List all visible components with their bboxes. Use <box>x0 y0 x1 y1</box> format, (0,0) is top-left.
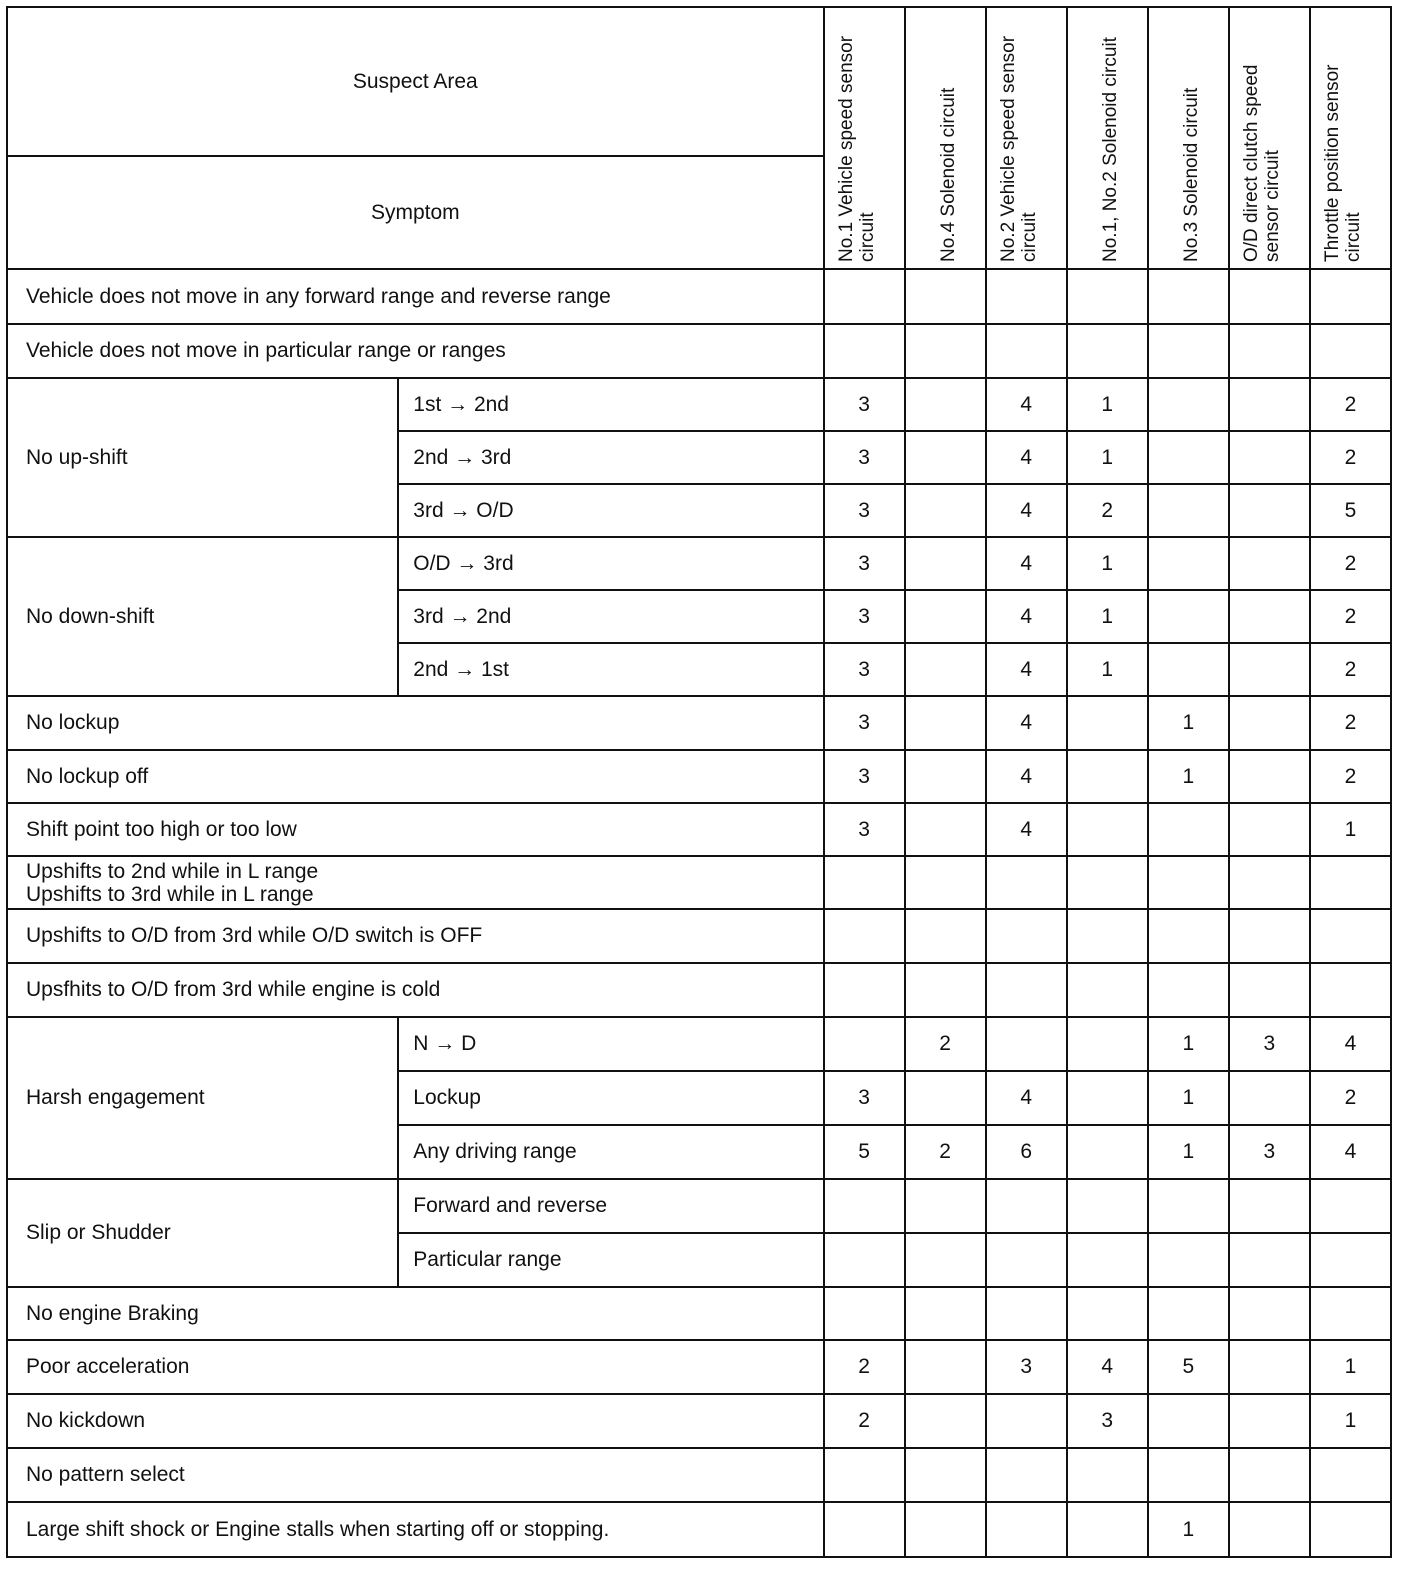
value-cell: 1 <box>1148 1125 1229 1179</box>
table-row <box>7 537 1391 590</box>
value-cell <box>986 1448 1067 1502</box>
column-header-5 <box>1148 7 1229 269</box>
value-cell <box>824 1017 905 1071</box>
symptom-label-two-line <box>7 856 824 909</box>
sub-condition: N → D <box>398 1017 823 1071</box>
value-cell <box>1310 1233 1391 1287</box>
value-cell <box>1229 1287 1310 1340</box>
value-cell <box>1148 431 1229 484</box>
value-cell: 2 <box>905 1017 986 1071</box>
value-cell <box>905 750 986 803</box>
value-cell <box>1067 856 1148 909</box>
symptom-label: Large shift shock or Engine stalls when starting off or stopping. <box>7 1502 824 1557</box>
value-cell <box>1067 324 1148 378</box>
value-cell <box>1148 1394 1229 1448</box>
value-cell: 1 <box>1067 431 1148 484</box>
value-cell: 1 <box>1067 643 1148 696</box>
sub-condition: 2nd → 3rd <box>398 431 823 484</box>
value-cell: 1 <box>1067 378 1148 431</box>
value-cell: 4 <box>986 590 1067 643</box>
sub-condition: 3rd → 2nd <box>398 590 823 643</box>
value-cell <box>1229 324 1310 378</box>
value-cell: 2 <box>1310 378 1391 431</box>
value-cell <box>1229 696 1310 750</box>
value-cell <box>986 1394 1067 1448</box>
value-cell <box>905 590 986 643</box>
value-cell <box>1229 1448 1310 1502</box>
value-cell: 6 <box>986 1125 1067 1179</box>
column-header-1 <box>824 7 905 269</box>
value-cell <box>1229 1233 1310 1287</box>
value-cell <box>1310 1287 1391 1340</box>
column-header-4-label: No.1, No.2 Solenoid circuit <box>1100 37 1122 262</box>
value-cell <box>986 1502 1067 1557</box>
value-cell <box>1067 1071 1148 1125</box>
suspect-area-header: Suspect Area <box>7 7 824 156</box>
value-cell: 4 <box>986 378 1067 431</box>
column-header-2-label: No.4 Solenoid circuit <box>938 87 960 262</box>
value-cell <box>1229 1502 1310 1557</box>
symptom-label: No engine Braking <box>7 1287 824 1340</box>
table-row <box>7 1394 1391 1448</box>
value-cell <box>1067 963 1148 1017</box>
table-row <box>7 1502 1391 1557</box>
symptom-label: No pattern select <box>7 1448 824 1502</box>
value-cell: 2 <box>1310 1071 1391 1125</box>
value-cell: 4 <box>986 537 1067 590</box>
sub-condition: O/D → 3rd <box>398 537 823 590</box>
column-header-2 <box>905 7 986 269</box>
sub-condition: 1st → 2nd <box>398 378 823 431</box>
value-cell <box>824 856 905 909</box>
value-cell <box>1148 643 1229 696</box>
value-cell: 4 <box>986 803 1067 856</box>
value-cell <box>1148 1287 1229 1340</box>
value-cell: 5 <box>1148 1340 1229 1394</box>
value-cell: 3 <box>824 537 905 590</box>
symptom-line-2: Upshifts to 3rd while in L range <box>26 882 314 906</box>
symptom-label: Shift point too high or too low <box>7 803 824 856</box>
header-row-top <box>7 7 1391 156</box>
value-cell: 1 <box>1148 1502 1229 1557</box>
value-cell <box>1067 1017 1148 1071</box>
value-cell <box>1310 856 1391 909</box>
value-cell <box>1148 909 1229 963</box>
value-cell <box>1229 537 1310 590</box>
value-cell <box>1067 909 1148 963</box>
value-cell <box>1229 1340 1310 1394</box>
column-header-7 <box>1310 7 1391 269</box>
value-cell <box>905 484 986 537</box>
value-cell: 3 <box>1229 1125 1310 1179</box>
value-cell <box>1067 750 1148 803</box>
value-cell <box>1148 484 1229 537</box>
value-cell: 3 <box>824 750 905 803</box>
value-cell: 3 <box>824 378 905 431</box>
table-row <box>7 1287 1391 1340</box>
value-cell <box>905 537 986 590</box>
value-cell: 4 <box>986 750 1067 803</box>
value-cell: 5 <box>824 1125 905 1179</box>
value-cell <box>986 909 1067 963</box>
symptom-group-label: No up-shift <box>7 378 398 537</box>
value-cell <box>1148 856 1229 909</box>
table-row <box>7 269 1391 324</box>
value-cell <box>905 1071 986 1125</box>
value-cell: 4 <box>1067 1340 1148 1394</box>
value-cell: 3 <box>1229 1017 1310 1071</box>
value-cell <box>905 1394 986 1448</box>
value-cell <box>1229 1071 1310 1125</box>
table-row <box>7 378 1391 431</box>
column-header-1-label: No.1 Vehicle speed sensor circuit <box>836 35 879 262</box>
value-cell <box>1310 1179 1391 1233</box>
value-cell <box>905 431 986 484</box>
value-cell <box>1229 431 1310 484</box>
value-cell: 2 <box>1310 590 1391 643</box>
value-cell: 3 <box>824 431 905 484</box>
value-cell: 1 <box>1310 803 1391 856</box>
value-cell: 1 <box>1148 1071 1229 1125</box>
value-cell <box>905 269 986 324</box>
value-cell <box>986 269 1067 324</box>
value-cell <box>905 1179 986 1233</box>
value-cell <box>1148 1233 1229 1287</box>
value-cell: 2 <box>1310 643 1391 696</box>
value-cell <box>1148 324 1229 378</box>
value-cell <box>1067 696 1148 750</box>
value-cell <box>905 1287 986 1340</box>
value-cell <box>1067 803 1148 856</box>
table-row <box>7 803 1391 856</box>
value-cell <box>986 1017 1067 1071</box>
value-cell <box>1067 1179 1148 1233</box>
column-header-3-label: No.2 Vehicle speed sensor circuit <box>998 35 1041 262</box>
table-row <box>7 856 1391 909</box>
value-cell: 3 <box>1067 1394 1148 1448</box>
value-cell: 1 <box>1067 537 1148 590</box>
value-cell <box>1310 1448 1391 1502</box>
value-cell: 1 <box>1067 590 1148 643</box>
value-cell <box>1310 1502 1391 1557</box>
symptom-label: No lockup <box>7 696 824 750</box>
symptom-label: Upshifts to O/D from 3rd while O/D switch is OFF <box>7 909 824 963</box>
value-cell: 1 <box>1310 1340 1391 1394</box>
value-cell <box>986 963 1067 1017</box>
value-cell <box>1148 590 1229 643</box>
value-cell <box>824 269 905 324</box>
value-cell <box>1229 1179 1310 1233</box>
symptom-label: Vehicle does not move in particular range or ranges <box>7 324 824 378</box>
value-cell <box>1067 269 1148 324</box>
table-row <box>7 963 1391 1017</box>
value-cell <box>905 1233 986 1287</box>
value-cell <box>1310 909 1391 963</box>
symptom-label: No kickdown <box>7 1394 824 1448</box>
symptom-group-label: Harsh engagement <box>7 1017 398 1179</box>
value-cell: 3 <box>824 643 905 696</box>
sub-condition: Forward and reverse <box>398 1179 823 1233</box>
value-cell <box>905 1340 986 1394</box>
column-header-6 <box>1229 7 1310 269</box>
value-cell <box>824 324 905 378</box>
value-cell <box>1229 269 1310 324</box>
symptom-label: No lockup off <box>7 750 824 803</box>
value-cell <box>1148 378 1229 431</box>
value-cell: 1 <box>1148 1017 1229 1071</box>
value-cell <box>905 909 986 963</box>
value-cell: 2 <box>1310 431 1391 484</box>
value-cell <box>1148 803 1229 856</box>
value-cell: 2 <box>1067 484 1148 537</box>
value-cell <box>1067 1125 1148 1179</box>
value-cell <box>1229 590 1310 643</box>
value-cell <box>905 643 986 696</box>
sub-condition: Any driving range <box>398 1125 823 1179</box>
value-cell: 4 <box>986 484 1067 537</box>
table-row <box>7 750 1391 803</box>
value-cell <box>1067 1287 1148 1340</box>
troubleshooting-table <box>6 6 1392 1558</box>
column-header-3 <box>986 7 1067 269</box>
column-header-6-label: O/D direct clutch speed sensor circuit <box>1241 64 1284 262</box>
value-cell <box>905 1502 986 1557</box>
value-cell <box>1229 378 1310 431</box>
symptom-header: Symptom <box>7 156 824 269</box>
value-cell <box>905 803 986 856</box>
value-cell <box>986 1233 1067 1287</box>
value-cell <box>1229 643 1310 696</box>
value-cell: 3 <box>824 590 905 643</box>
table-row <box>7 1017 1391 1071</box>
value-cell <box>1067 1448 1148 1502</box>
value-cell: 4 <box>1310 1125 1391 1179</box>
value-cell <box>824 1233 905 1287</box>
value-cell <box>824 1179 905 1233</box>
table-row <box>7 324 1391 378</box>
sub-condition: Particular range <box>398 1233 823 1287</box>
value-cell <box>1229 750 1310 803</box>
table-row <box>7 1340 1391 1394</box>
sub-condition: 2nd → 1st <box>398 643 823 696</box>
value-cell: 3 <box>824 1071 905 1125</box>
value-cell: 3 <box>986 1340 1067 1394</box>
value-cell <box>1310 324 1391 378</box>
value-cell <box>1310 269 1391 324</box>
value-cell <box>1229 909 1310 963</box>
value-cell <box>1067 1233 1148 1287</box>
symptom-label: Upsfhits to O/D from 3rd while engine is cold <box>7 963 824 1017</box>
value-cell <box>905 963 986 1017</box>
value-cell: 2 <box>824 1340 905 1394</box>
table-row <box>7 909 1391 963</box>
value-cell: 2 <box>1310 537 1391 590</box>
symptom-group-label: Slip or Shudder <box>7 1179 398 1287</box>
value-cell <box>1148 537 1229 590</box>
table-row <box>7 696 1391 750</box>
value-cell <box>1229 1394 1310 1448</box>
value-cell <box>1229 803 1310 856</box>
value-cell <box>1148 963 1229 1017</box>
sub-condition: Lockup <box>398 1071 823 1125</box>
value-cell <box>905 324 986 378</box>
value-cell <box>1067 1502 1148 1557</box>
value-cell <box>905 856 986 909</box>
value-cell: 4 <box>986 431 1067 484</box>
value-cell <box>1229 856 1310 909</box>
value-cell <box>1148 1448 1229 1502</box>
value-cell: 1 <box>1148 696 1229 750</box>
value-cell <box>1229 963 1310 1017</box>
value-cell <box>824 909 905 963</box>
value-cell <box>824 1448 905 1502</box>
sub-condition: 3rd → O/D <box>398 484 823 537</box>
value-cell <box>1148 1179 1229 1233</box>
value-cell <box>986 324 1067 378</box>
value-cell <box>905 696 986 750</box>
value-cell <box>986 1287 1067 1340</box>
value-cell <box>1229 484 1310 537</box>
value-cell <box>824 1502 905 1557</box>
value-cell: 2 <box>1310 750 1391 803</box>
symptom-line-1: Upshifts to 2nd while in L range <box>26 859 319 883</box>
value-cell <box>824 963 905 1017</box>
value-cell: 4 <box>986 696 1067 750</box>
value-cell <box>986 856 1067 909</box>
column-header-4 <box>1067 7 1148 269</box>
symptom-group-label: No down-shift <box>7 537 398 696</box>
table-row <box>7 1448 1391 1502</box>
value-cell <box>1148 269 1229 324</box>
value-cell: 1 <box>1148 750 1229 803</box>
value-cell: 1 <box>1310 1394 1391 1448</box>
value-cell: 4 <box>986 1071 1067 1125</box>
value-cell: 2 <box>905 1125 986 1179</box>
value-cell: 5 <box>1310 484 1391 537</box>
column-header-7-label: Throttle position sensor circuit <box>1322 64 1365 262</box>
value-cell <box>1310 963 1391 1017</box>
symptom-label: Vehicle does not move in any forward range and reverse range <box>7 269 824 324</box>
symptom-label: Poor acceleration <box>7 1340 824 1394</box>
value-cell <box>905 1448 986 1502</box>
value-cell: 3 <box>824 803 905 856</box>
table-row <box>7 1179 1391 1233</box>
value-cell: 4 <box>1310 1017 1391 1071</box>
value-cell: 3 <box>824 696 905 750</box>
value-cell: 4 <box>986 643 1067 696</box>
value-cell <box>905 378 986 431</box>
column-header-5-label: No.3 Solenoid circuit <box>1181 87 1203 262</box>
value-cell <box>986 1179 1067 1233</box>
value-cell: 2 <box>1310 696 1391 750</box>
value-cell <box>824 1287 905 1340</box>
value-cell: 2 <box>824 1394 905 1448</box>
value-cell: 3 <box>824 484 905 537</box>
